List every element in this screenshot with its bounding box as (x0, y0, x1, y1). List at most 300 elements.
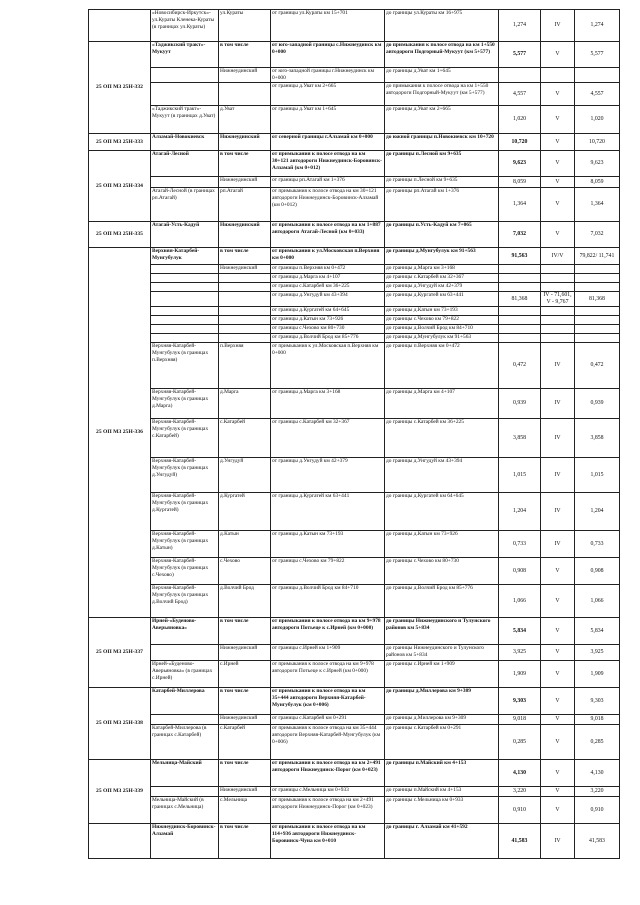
table-row (89, 188, 620, 222)
table-row (89, 177, 620, 188)
category-length: 0,939 (575, 389, 620, 419)
table-row (89, 458, 620, 493)
road-category: V (541, 715, 575, 725)
segment-length: 41,583 (499, 824, 541, 859)
segment-length (499, 265, 541, 274)
table-row (89, 797, 620, 824)
road-name (151, 292, 219, 307)
segment-end: до границы г. Алзамай км 41+592 (385, 824, 499, 859)
category-length (575, 316, 620, 325)
segment-start: от границы д.Кургатей км 63+441 (271, 493, 385, 531)
road-name: Верхняя-Катарбей-Мунгубулук (в границах п.Верхняя) (151, 343, 219, 389)
segment-end: до границы с.Катарбей км 32+367 (385, 274, 499, 283)
road-name: «Новосибирск-Иркутск»-ул.Кураты Кленека-Кураты (в границах ул.Кураты) (151, 10, 219, 42)
segment-end: до границы д.Унгудуй км 42+379 (385, 283, 499, 292)
table-row (89, 83, 620, 106)
segment-start: от примыкания к полосе отвода на км 30+121 автодороги Нижнеудинск-Боровинск-Алзамай (км 0+012) (271, 151, 385, 177)
segment-length (499, 316, 541, 325)
segment-length (499, 283, 541, 292)
category-length (575, 283, 620, 292)
table-row (89, 42, 620, 68)
settlement-name: с.Ирней (219, 661, 271, 688)
road-name: Мельница-Майский (в границах с.Мельница) (151, 797, 219, 824)
table-row (89, 307, 620, 316)
road-category (541, 316, 575, 325)
road-category (541, 334, 575, 343)
road-name: Ирней-«Буденово-Аверьяновка» (в границах с.Ирней) (151, 661, 219, 688)
category-length: 1,015 (575, 458, 620, 493)
table-row (89, 531, 620, 558)
segment-end: до границы с.Чехово км 80+730 (385, 558, 499, 585)
segment-length: 0,939 (499, 389, 541, 419)
settlement-name: рп.Атагай (219, 188, 271, 222)
segment-end: до южной границы п.Новокиевск км 10+720 (385, 134, 499, 151)
segment-start: от границы с.Катарбей км 32+367 (271, 419, 385, 458)
segment-start: от примыкания к полосе отвода на км 9+978 автодороги Потьеце к с.Ирней (км 0+000) (271, 661, 385, 688)
road-name: Катарбей-Миллерова (151, 688, 219, 715)
segment-length: 8,059 (499, 177, 541, 188)
segment-start: от границы д.Кургатей км 64+645 (271, 307, 385, 316)
segment-end: до границы п.Усть-Кадуй км 7+065 (385, 222, 499, 248)
settlement-name (219, 283, 271, 292)
category-length: 4,130 (575, 760, 620, 787)
settlement-name: в том числе (219, 248, 271, 265)
road-name: Верхняя-Катарбей-Мунгубулук (в границах д.Кургатей) (151, 493, 219, 531)
table-row (89, 248, 620, 265)
segment-length: 0,910 (499, 797, 541, 824)
segment-end: до границы д.Мунгубулук км 91+563 (385, 248, 499, 265)
segment-start: от границы с.Чехово км 79+822 (271, 558, 385, 585)
segment-end: до границы д.Катын км 73+193 (385, 307, 499, 316)
segment-length: 1,020 (499, 106, 541, 134)
category-length: 0,910 (575, 797, 620, 824)
table-row (89, 10, 620, 42)
road-name (151, 68, 219, 83)
road-name: «Таджикский тракт»-Мукуут (в границах д.Уват) (151, 106, 219, 134)
segment-length (499, 307, 541, 316)
road-category: IV (541, 824, 575, 859)
table-row (89, 585, 620, 618)
road-category: V (541, 645, 575, 661)
road-name: Нижнеудинск-Боровинск-Алзамай (151, 824, 219, 859)
settlement-name: Нижнеудинский (219, 222, 271, 248)
settlement-name: в том числе (219, 151, 271, 177)
road-name (151, 274, 219, 283)
segment-end: до границы д.Уват км 1+645 (385, 68, 499, 83)
road-category (541, 274, 575, 283)
segment-end: до границы рп.Атагай км 1+376 (385, 188, 499, 222)
table-row (89, 688, 620, 715)
table-row (89, 725, 620, 760)
segment-start: от границы д.Волчий Брод км 85+776 (271, 334, 385, 343)
road-code: 25 ОП МЗ 25Н-335 (89, 222, 151, 248)
category-length: 0,472 (575, 343, 620, 389)
settlement-name: в том числе (219, 824, 271, 859)
road-name (151, 645, 219, 661)
road-name (151, 283, 219, 292)
segment-start: от границы рп.Атагай км 1+376 (271, 177, 385, 188)
settlement-name: д.Волчий Брод (219, 585, 271, 618)
category-length (575, 334, 620, 343)
category-length: 5,834 (575, 618, 620, 645)
category-length: 10,720 (575, 134, 620, 151)
segment-length: 1,204 (499, 493, 541, 531)
settlement-name (219, 316, 271, 325)
segment-length: 3,858 (499, 419, 541, 458)
settlement-name (219, 334, 271, 343)
road-name (151, 265, 219, 274)
table-row (89, 334, 620, 343)
road-name (151, 325, 219, 334)
category-length: 3,925 (575, 645, 620, 661)
road-name: Мельница-Майский (151, 760, 219, 787)
segment-start: от примыкания к полосе отвода на км 2+491 автодороги Нижнеудинск-Порог (км 0+023) (271, 760, 385, 787)
segment-length: 1,909 (499, 661, 541, 688)
road-category: V (541, 42, 575, 68)
segment-end: до границы д.Мунгубулук км 91+563 (385, 334, 499, 343)
table-row (89, 558, 620, 585)
category-length: 41,583 (575, 824, 620, 859)
category-length: 1,020 (575, 106, 620, 134)
road-category: IV (541, 493, 575, 531)
category-length (575, 307, 620, 316)
road-name: Верхняя-Катарбей-Мунгубулук (в границах д.Унгудуй) (151, 458, 219, 493)
segment-length: 0,733 (499, 531, 541, 558)
settlement-name: Нижнеудинский (219, 787, 271, 797)
road-code: 25 ОП МЗ 25Н-336 (89, 248, 151, 618)
road-name (151, 83, 219, 106)
road-category: V (541, 585, 575, 618)
road-category: V (541, 661, 575, 688)
segment-end: до границы д.Миллерова км 9+309 (385, 715, 499, 725)
segment-end: до границы с.Катарбей км 0+291 (385, 725, 499, 760)
segment-start: от границы д.Катын км 73+926 (271, 316, 385, 325)
road-category: V (541, 106, 575, 134)
settlement-name: д.Катын (219, 531, 271, 558)
segment-end: до границы д.Унгудуй км 43+394 (385, 458, 499, 493)
segment-length: 9,623 (499, 151, 541, 177)
settlement-name: с.Катарбей (219, 725, 271, 760)
category-length: 3,858 (575, 419, 620, 458)
segment-length: 91,563 (499, 248, 541, 265)
category-length: 81,368 (575, 292, 620, 307)
road-category (541, 283, 575, 292)
category-length: 9,303 (575, 688, 620, 715)
segment-start: от границы с.Катарбей км 0+291 (271, 715, 385, 725)
road-code: 25 ОП МЗ 25Н-334 (89, 151, 151, 222)
road-category (541, 325, 575, 334)
table-row (89, 274, 620, 283)
table-row (89, 493, 620, 531)
settlement-name: Нижнеудинский (219, 68, 271, 83)
segment-end: до границы п.Лесной км 9+635 (385, 177, 499, 188)
settlement-name: д.Уват (219, 106, 271, 134)
segment-length (499, 334, 541, 343)
segment-end: до границы д.Миллерова км 9+309 (385, 688, 499, 715)
segment-end: до примыкания к полосе отвода на км 1+550 автодороги Подгорный-Мукуут (км 5+577) (385, 42, 499, 68)
segment-end: до границы д.Волчий Брод км 85+776 (385, 585, 499, 618)
road-category: IV (541, 389, 575, 419)
table-row (89, 68, 620, 83)
road-code: 25 ОП МЗ 25Н-332 (89, 42, 151, 134)
segment-start: от границы д.Марга км 3+168 (271, 389, 385, 419)
road-name: Верхняя-Катарбей-Мунгубулук (151, 248, 219, 265)
table-row (89, 222, 620, 248)
road-category: V (541, 151, 575, 177)
segment-start: от примыкания к полосе отвода на км 35+444 автодороги Верхняя-Катарбей-Мунгубулук (км 0+006) (271, 725, 385, 760)
segment-start: от границы д.Уват км 2+665 (271, 83, 385, 106)
road-code: 25 ОП МЗ 25Н-337 (89, 618, 151, 688)
road-name (151, 787, 219, 797)
road-category: V (541, 688, 575, 715)
road-code: 25 ОП МЗ 25Н-333 (89, 134, 151, 151)
settlement-name: Нижнеудинский (219, 265, 271, 274)
segment-end: до границы Нижнеудинского и Тулунского районов км 5+834 (385, 645, 499, 661)
settlement-name: в том числе (219, 688, 271, 715)
segment-end: до границы д.Кургатей км 63+441 (385, 292, 499, 307)
segment-length (499, 325, 541, 334)
table-row (89, 661, 620, 688)
segment-length: 1,015 (499, 458, 541, 493)
category-length (575, 265, 620, 274)
segment-end: до границы ул.Кураты км 16+975 (385, 10, 499, 42)
road-category: IV (541, 10, 575, 42)
settlement-name: с.Мельница (219, 797, 271, 824)
segment-length: 0,908 (499, 558, 541, 585)
road-category: V (541, 83, 575, 106)
segment-start: от границы п.Верхняя км 0+472 (271, 265, 385, 274)
road-category: IV (541, 343, 575, 389)
segment-end: до границы д.Волчий Брод км 84+710 (385, 325, 499, 334)
settlement-name: д.Унгудуй (219, 458, 271, 493)
segment-length: 3,220 (499, 787, 541, 797)
segment-end: до границы с.Катарбей км 36+225 (385, 419, 499, 458)
table-row (89, 283, 620, 292)
segment-end: до границы Нижнеудинского и Тулунского районов км 5+834 (385, 618, 499, 645)
settlement-name: в том числе (219, 42, 271, 68)
settlement-name: п.Верхняя (219, 343, 271, 389)
category-length: 9,623 (575, 151, 620, 177)
segment-end: до границы д.Катын км 73+926 (385, 531, 499, 558)
table-row (89, 824, 620, 859)
settlement-name (219, 83, 271, 106)
segment-end: до границы д.Марга км 3+168 (385, 265, 499, 274)
category-length: 4,557 (575, 83, 620, 106)
segment-length: 10,720 (499, 134, 541, 151)
segment-end: до границы д.Уват км 2+665 (385, 106, 499, 134)
settlement-name: Нижнеудинский (219, 645, 271, 661)
segment-start: от примыкания к полосе отвода на км 35+444 автодороги Верхняя-Катарбей-Мунгубулук (км 0+006) (271, 688, 385, 715)
road-category: V (541, 760, 575, 787)
settlement-name: д.Марга (219, 389, 271, 419)
table-row (89, 389, 620, 419)
segment-start: от примыкания к полосе отвода на км 9+978 автодороги Потьеце к с.Ирней (км 0+000) (271, 618, 385, 645)
table-row (89, 316, 620, 325)
road-name: Верхняя-Катарбей-Мунгубулук (в границах д.Волчий Брод) (151, 585, 219, 618)
category-length: 0,285 (575, 725, 620, 760)
segment-end: до границы д.Кургатей км 64+645 (385, 493, 499, 531)
category-length: 79,822/ 11,741 (575, 248, 620, 265)
settlement-name: д.Кургатей (219, 493, 271, 531)
settlement-name (219, 307, 271, 316)
segment-start: от юго-западной границы г.Нижнеудинск км 0+000 (271, 68, 385, 83)
segment-end: до границы п.Верхняя км 0+472 (385, 343, 499, 389)
segment-start: от примыкания к ул.Московская п.Верхняя км 0+000 (271, 248, 385, 265)
settlement-name: с.Катарбей (219, 419, 271, 458)
segment-length: 9,303 (499, 688, 541, 715)
segment-length: 5,834 (499, 618, 541, 645)
category-length: 1,066 (575, 585, 620, 618)
roads-table-body (89, 10, 620, 859)
road-name: Катарбей-Миллерова (в границах с.Катарбей) (151, 725, 219, 760)
table-row (89, 645, 620, 661)
road-category: V (541, 188, 575, 222)
segment-start: от северной границы г.Алзамай км 0+000 (271, 134, 385, 151)
segment-start: от границы с.Ирней км 1+909 (271, 645, 385, 661)
table-row (89, 787, 620, 797)
road-category: IV (541, 531, 575, 558)
table-row (89, 265, 620, 274)
segment-start: от примыкания к полосе отвода на км 1+887 автодороги Атагай-Лесной (км 0+033) (271, 222, 385, 248)
road-name: Верхняя-Катарбей-Мунгубулук (в границах с.Чехово) (151, 558, 219, 585)
road-category: V (541, 177, 575, 188)
segment-length: 0,472 (499, 343, 541, 389)
road-category: V (541, 222, 575, 248)
segment-length: 0,285 (499, 725, 541, 760)
category-length (575, 68, 620, 83)
table-row (89, 715, 620, 725)
settlement-name: ул.Кураты (219, 10, 271, 42)
road-category: IV (541, 458, 575, 493)
segment-end: до границы с.Мельница км 0+933 (385, 797, 499, 824)
road-category (541, 265, 575, 274)
road-category: V (541, 797, 575, 824)
road-category: V (541, 134, 575, 151)
segment-start: от границы д.Унгудуй км 42+379 (271, 458, 385, 493)
road-name (151, 316, 219, 325)
road-category (541, 68, 575, 83)
table-row (89, 151, 620, 177)
road-category (541, 307, 575, 316)
settlement-name: Нижнеудинский (219, 715, 271, 725)
road-category: IV - 71,601, V - 9,767 (541, 292, 575, 307)
settlement-name (219, 292, 271, 307)
road-code (89, 824, 151, 859)
segment-start: от границы ул.Кураты км 15+701 (271, 10, 385, 42)
road-category: IV/V (541, 248, 575, 265)
road-name: Алзамай-Новокиевск (151, 134, 219, 151)
segment-start: от границы д.Уват км 1+645 (271, 106, 385, 134)
category-length: 9,018 (575, 715, 620, 725)
category-length: 0,908 (575, 558, 620, 585)
category-length: 1,364 (575, 188, 620, 222)
segment-length: 1,066 (499, 585, 541, 618)
category-length: 3,220 (575, 787, 620, 797)
settlement-name: с.Чехово (219, 558, 271, 585)
segment-start: от границы с.Катарбей км 36+225 (271, 283, 385, 292)
road-code (89, 10, 151, 42)
road-name: Атагай-Усть-Кадуй (151, 222, 219, 248)
road-category: V (541, 787, 575, 797)
road-name: Верхняя-Катарбей-Мунгубулук (в границах с.Катарбей) (151, 419, 219, 458)
segment-start: от примыкания к полосе отвода на км 30+121 автодороги Нижнеудинск-Боровинск-Алзамай (км 0+012) (271, 188, 385, 222)
settlement-name: Нижнеудинский (219, 134, 271, 151)
category-length: 1,909 (575, 661, 620, 688)
segment-length: 7,032 (499, 222, 541, 248)
road-category: V (541, 558, 575, 585)
road-name: «Таджикский тракт»-Мукуут (151, 42, 219, 68)
segment-length: 4,130 (499, 760, 541, 787)
category-length: 0,733 (575, 531, 620, 558)
road-name: Верхняя-Катарбей-Мунгубулук (в границах д.Марга) (151, 389, 219, 419)
category-length: 5,577 (575, 42, 620, 68)
segment-start: от границы д.Марга км 4+107 (271, 274, 385, 283)
roads-table (88, 9, 620, 859)
segment-end: до границы п.Лесной км 9+635 (385, 151, 499, 177)
segment-start: от юго-западной границы с.Нижнеудинск км 0+000 (271, 42, 385, 68)
segment-length: 3,925 (499, 645, 541, 661)
segment-start: от границы с.Чехово км 80+730 (271, 325, 385, 334)
segment-length: 1,364 (499, 188, 541, 222)
table-row (89, 760, 620, 787)
table-row (89, 419, 620, 458)
road-name (151, 307, 219, 316)
segment-start: от границы д.Волчий Брод км 84+710 (271, 585, 385, 618)
road-name: Атагай-Лесной (в границах рп.Атагай) (151, 188, 219, 222)
settlement-name (219, 325, 271, 334)
segment-end: до границы с.Чехово км 79+822 (385, 316, 499, 325)
settlement-name: в том числе (219, 760, 271, 787)
road-category: V (541, 725, 575, 760)
segment-start: от границы с.Мельница км 0+933 (271, 787, 385, 797)
segment-length: 5,577 (499, 42, 541, 68)
segment-length: 9,018 (499, 715, 541, 725)
settlement-name (219, 274, 271, 283)
table-row (89, 325, 620, 334)
segment-start: от примыкания к ул.Московская п.Верхняя км 0+000 (271, 343, 385, 389)
table-row (89, 106, 620, 134)
category-length (575, 274, 620, 283)
road-name: Атагай-Лесной (151, 151, 219, 177)
road-category: IV (541, 419, 575, 458)
segment-length (499, 68, 541, 83)
segment-start: от примыкания к полосе отвода на км 114+936 автодороги Нижнеудинск-Боровинск-Чуна км 0+010 (271, 824, 385, 859)
segment-length (499, 274, 541, 283)
road-code: 25 ОП МЗ 25Н-338 (89, 688, 151, 760)
segment-length: 4,557 (499, 83, 541, 106)
segment-end: до границы п.Майский км 4+153 (385, 760, 499, 787)
category-length: 1,204 (575, 493, 620, 531)
category-length: 1,274 (575, 10, 620, 42)
settlement-name: Нижнеудинский (219, 177, 271, 188)
segment-start: от примыкания к полосе отвода на км 2+491 автодороги Нижнеудинск-Порог (км 0+023) (271, 797, 385, 824)
segment-end: до примыкания к полосе отвода на км 1+550 автодороги Подгорный-Мукуут (км 5+577) (385, 83, 499, 106)
segment-end: до границы д.Марга км 4+107 (385, 389, 499, 419)
category-length: 7,032 (575, 222, 620, 248)
segment-length: 1,274 (499, 10, 541, 42)
segment-end: до границы п.Майский км 4+153 (385, 787, 499, 797)
road-name (151, 334, 219, 343)
road-category: V (541, 618, 575, 645)
road-code: 25 ОП МЗ 25Н-339 (89, 760, 151, 824)
road-name (151, 177, 219, 188)
segment-start: от границы д.Унгудуй км 43+394 (271, 292, 385, 307)
segment-end: до границы с.Ирней км 1+909 (385, 661, 499, 688)
road-name: Ирней-«Буденово-Аверьяновка» (151, 618, 219, 645)
category-length (575, 325, 620, 334)
table-row (89, 343, 620, 389)
table-row (89, 618, 620, 645)
